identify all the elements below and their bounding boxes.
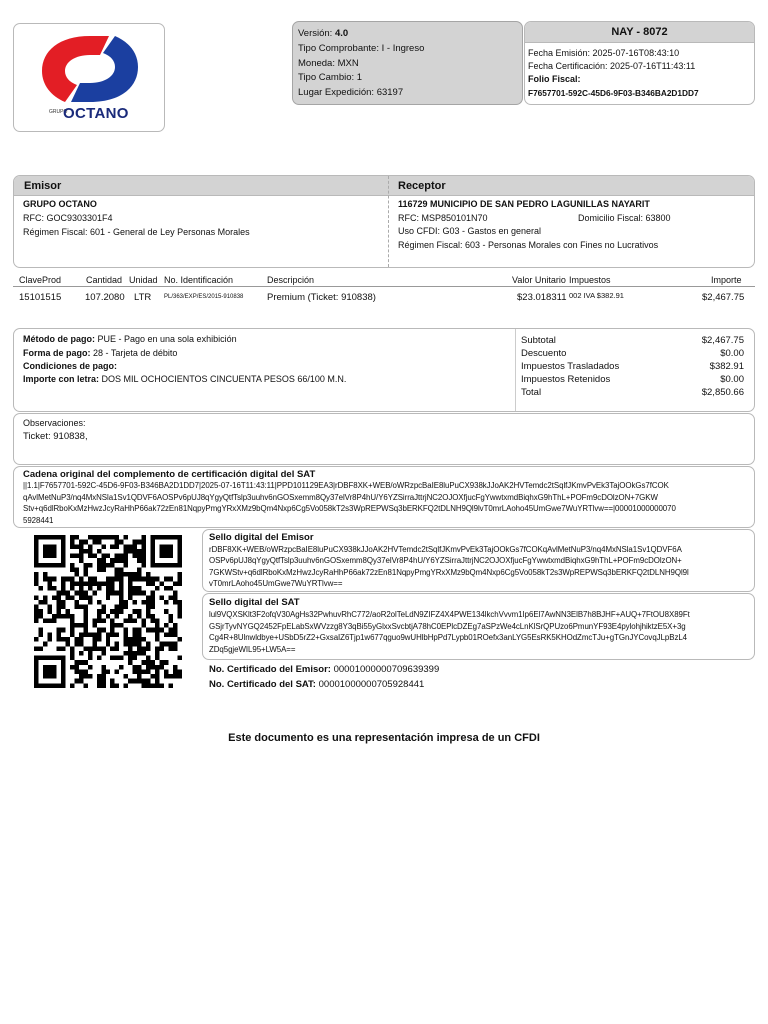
emisor-header: Emisor <box>24 180 62 192</box>
emisor-regimen: Régimen Fiscal: 601 - General de Ley Personas Morales <box>23 227 250 237</box>
emisor-receptor-divider <box>388 176 389 267</box>
forma-pago: Forma de pago: 28 - Tarjeta de débito <box>23 348 178 358</box>
cell-noid: PL/363/EXP/ES/2015-910838 <box>164 294 244 300</box>
octano-logo-icon <box>39 33 141 105</box>
cell-unidad: LTR <box>134 292 152 303</box>
fecha-certificacion: Fecha Certificación: 2025-07-16T11:43:11 <box>528 61 696 72</box>
sello-sat-text: lul9VQXSKlt3F2ofqV30AgHs32PwhuvRhC772/aoR2olTeLdN9ZIFZ4X4PWE134lkchVvvm1Ip6El7AwNN3ElB7h8BJHF+AUQ+7FtOU8X89Ft GSjrTyvNYGQ2452FpELabSxWVzzg8Y3qBi55yGlxxSvcbtjA78hC0EPlcDZEg7aSPzWe4cLnKlSrQPUzo6PmunYF93E4pylohjhiktzE5X+3g Cg4R+8Ulnwldbye+USbD5rZ2+GxsaIZ6Tjp1w677qguo9wUHlbHpPd7Lypb01ROefx3anLYG5EsRK5KHOdZmcTJu+gTGnJYCovqJLpBzL4 ZDq5gjeWIL95+LW5A== <box>209 610 690 654</box>
cfdi-footer-note: Este documento es una representación impresa de un CFDI <box>228 732 540 744</box>
qr-code <box>34 535 182 688</box>
col-unidad-header: Unidad <box>129 275 158 285</box>
impuestos-trasladados-value: $382.91 <box>709 361 744 372</box>
col-cantidad-header: Cantidad <box>86 275 123 285</box>
col-clave-header: ClaveProd <box>19 275 62 285</box>
sello-emisor-box <box>202 529 755 592</box>
cell-descripcion: Premium (Ticket: 910838) <box>267 292 376 303</box>
company-logo <box>13 23 165 132</box>
receptor-rfc: RFC: MSP850101N70 <box>398 213 488 223</box>
fecha-emision: Fecha Emisión: 2025-07-16T08:43:10 <box>528 48 680 58</box>
items-header-rule <box>13 286 755 287</box>
col-impuestos-header: Impuestos <box>569 275 611 285</box>
lugar-expedicion-line: Lugar Expedición: 63197 <box>298 87 404 99</box>
importe-con-letra: Importe con letra: DOS MIL OCHOCIENTOS CINCUENTA PESOS 66/100 M.N. <box>23 374 347 384</box>
sello-emisor-text: rDBF8XK+WEB/oWRzpcBaIE8luPuCX938kJJoAK2HVTemdc2tSqlfJKmvPvEk3TajOOkGs7fCOKqAvlMetNuP3/nq4MxNSla1Sv1QDVF6A OSPv6pUJ8qYgyQtfTslp3uuhv6nGOSxemm8Qy37elVr8P4hU/Y6YZSirraJttrjNC2OJOXfjucFgYwwtxmdBiqhxG9hThL+POFm9cDOlzON+ 7GKWStv+q6dlRboKxMzHwzJcyRaHhP66ak72zEn81NqpyPmgYRxXMz9bQm4Nxp6Cg5Vo058kT2s3WpREPWSq3bERKFQ2tDLNH9Ql9l vT0mrLAoho45UmGwe7WuYRTlvw== <box>209 545 689 588</box>
cell-valor-unitario: $23.018311 <box>517 292 567 303</box>
folio-fiscal-label: Folio Fiscal: <box>528 74 581 85</box>
sello-emisor-title: Sello digital del Emisor <box>209 532 314 543</box>
receptor-uso-cfdi: Uso CFDI: G03 - Gastos en general <box>398 226 542 236</box>
cell-importe: $2,467.75 <box>702 292 745 303</box>
cell-clave: 15101515 <box>19 292 62 303</box>
observaciones-box <box>13 413 755 465</box>
logo-grupo-text: GRUPO <box>49 109 68 115</box>
col-valor-unitario-header: Valor Unitario <box>512 275 566 285</box>
observaciones-label: Observaciones: <box>23 418 86 428</box>
tipo-comprobante-line: Tipo Comprobante: I - Ingreso <box>298 42 425 54</box>
descuento-label: Descuento <box>521 348 567 359</box>
tipo-cambio-line: Tipo Cambio: 1 <box>298 72 363 84</box>
version-line: Versión: 4.0 <box>298 28 349 39</box>
emisor-receptor-header <box>14 176 754 196</box>
subtotal-value: $2,467.75 <box>701 335 744 346</box>
folio-fiscal-value: F7657701-592C-45D6-9F03-B346BA2D1DD7 <box>528 87 699 98</box>
observaciones-text: Ticket: 910838, <box>23 431 88 442</box>
certificado-sat: No. Certificado del SAT: 00001000000705928441 <box>209 679 425 690</box>
cell-cantidad: 107.2080 <box>85 292 125 303</box>
subtotal-label: Subtotal <box>521 335 556 346</box>
sello-sat-box <box>202 593 755 660</box>
cadena-original-text: ||1.1|F7657701-592C-45D6-9F03-B346BA2D1DD7|2025-07-16T11:43:11|PPD101129EA3|rDBF8XK+WEB/oWRzpcBaIE8luPuCX938kJJoAK2HVTemdc2tSqlfJKmvPvEk3TajOOkGs7fCOK qAvlMetNuP3/nq4MxNSla1Sv1QDVF6AOSPv6pUJ8qYgyQtfTslp3uuhv6nGOSxemm8Qy37elVr8P4hU/Y6YZSirraJttrjNC2OJOXfjucFgYwwtxmdBiqhxG9hThL+POFm9cDOlzON+7GKW Stv+q6dlRboKxMzHwzJcyRaHhP66ak72zEn81NqpyPmgYRxXMz9bQm4Nxp6Cg5Vo058kT2s3WpREPWSq3bERKFQ2tDLNH9Ql9lvT0mrLAoho45UmGwe7WuYRTlvw==|00001000000070 5928441 <box>23 481 676 525</box>
col-noid-header: No. Identificación <box>164 275 234 285</box>
impuestos-retenidos-value: $0.00 <box>720 374 744 385</box>
col-descripcion-header: Descripción <box>267 275 315 285</box>
emisor-receptor-box <box>13 175 755 268</box>
descuento-value: $0.00 <box>720 348 744 359</box>
invoice-info-box <box>524 21 755 105</box>
payment-totals-box <box>13 328 755 412</box>
certificado-emisor: No. Certificado del Emisor: 00001000000709639399 <box>209 664 440 675</box>
emisor-name: GRUPO OCTANO <box>23 199 97 209</box>
payment-totals-divider <box>515 329 516 411</box>
sello-sat-title: Sello digital del SAT <box>209 597 300 608</box>
cadena-original-title: Cadena original del complemento de certificación digital del SAT <box>23 469 316 480</box>
logo-wordmark: OCTANO <box>63 105 129 122</box>
receptor-regimen: Régimen Fiscal: 603 - Personas Morales con Fines no Lucrativos <box>398 240 659 250</box>
impuestos-retenidos-label: Impuestos Retenidos <box>521 374 611 385</box>
version-info-box <box>292 21 523 105</box>
moneda-line: Moneda: MXN <box>298 57 359 69</box>
folio-title: NAY - 8072 <box>525 22 754 43</box>
emisor-rfc: RFC: GOC9303301F4 <box>23 213 113 223</box>
cadena-original-box <box>13 466 755 528</box>
total-label: Total <box>521 387 542 398</box>
condiciones-pago: Condiciones de pago: <box>23 361 118 371</box>
cell-impuestos: 002 IVA $382.91 <box>569 291 624 300</box>
total-value: $2,850.66 <box>701 387 744 398</box>
col-importe-header: Importe <box>711 275 742 285</box>
receptor-domicilio: Domicilio Fiscal: 63800 <box>578 213 671 223</box>
impuestos-trasladados-label: Impuestos Trasladados <box>521 361 620 372</box>
receptor-header: Receptor <box>398 180 446 192</box>
metodo-pago: Método de pago: PUE - Pago en una sola exhibición <box>23 334 237 344</box>
receptor-name: 116729 MUNICIPIO DE SAN PEDRO LAGUNILLAS NAYARIT <box>398 199 650 209</box>
